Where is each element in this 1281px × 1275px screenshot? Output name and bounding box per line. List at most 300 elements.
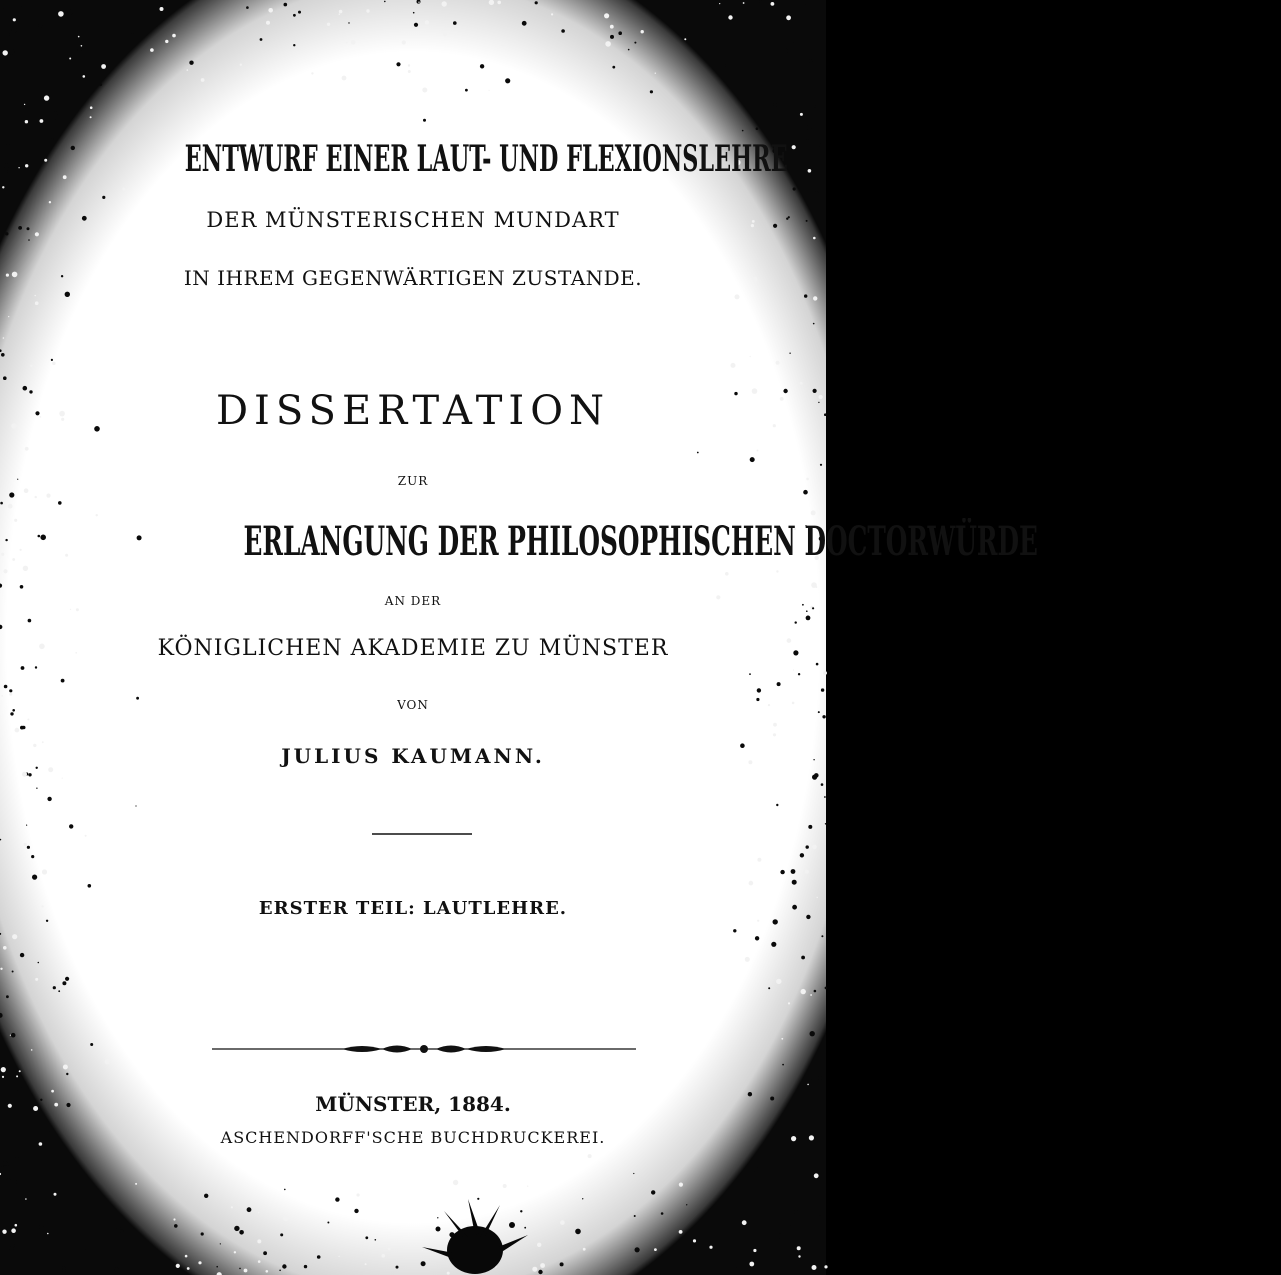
scan-speck bbox=[246, 6, 249, 9]
scan-speck bbox=[11, 27, 17, 33]
scan-speck bbox=[782, 1064, 784, 1066]
scan-speck bbox=[22, 772, 27, 777]
scan-speck bbox=[641, 30, 644, 33]
scan-speck bbox=[794, 1210, 798, 1214]
scan-speck bbox=[268, 8, 273, 13]
scan-speck bbox=[240, 63, 242, 65]
scan-speck bbox=[793, 40, 796, 43]
scan-speck bbox=[2, 186, 4, 188]
place-and-year: MÜNSTER, 1884. bbox=[315, 1092, 511, 1116]
scan-speck bbox=[806, 610, 808, 612]
scan-speck bbox=[17, 1087, 22, 1092]
scan-speck bbox=[0, 839, 1, 841]
scan-speck bbox=[66, 1073, 68, 1075]
scan-speck bbox=[201, 78, 205, 82]
scan-speck bbox=[114, 1267, 119, 1272]
scan-speck bbox=[821, 935, 823, 937]
scan-speck bbox=[790, 1242, 792, 1244]
scan-speck bbox=[815, 191, 819, 195]
scan-speck bbox=[1, 1232, 3, 1234]
scan-speck bbox=[583, 1248, 586, 1251]
scan-speck bbox=[823, 671, 827, 675]
scan-speck bbox=[0, 933, 1, 935]
scan-speck bbox=[9, 1246, 14, 1251]
scan-speck bbox=[346, 42, 348, 44]
scan-speck bbox=[317, 1255, 321, 1259]
scan-speck bbox=[605, 41, 611, 47]
scan-speck bbox=[247, 1207, 252, 1212]
scan-speck bbox=[792, 880, 797, 885]
scan-speck bbox=[135, 805, 136, 806]
scan-speck bbox=[5, 232, 8, 235]
scan-speck bbox=[782, 48, 788, 54]
scan-speck bbox=[46, 920, 48, 922]
scan-speck bbox=[723, 64, 726, 67]
scan-speck bbox=[776, 804, 778, 806]
scan-speck bbox=[815, 586, 817, 588]
scan-speck bbox=[16, 1075, 18, 1077]
scan-speck bbox=[239, 1268, 241, 1270]
scan-speck bbox=[327, 23, 330, 26]
scan-speck bbox=[354, 1209, 358, 1213]
scan-speck bbox=[465, 89, 468, 92]
scan-speck bbox=[338, 1256, 339, 1257]
scan-speck bbox=[776, 570, 778, 572]
scan-speck bbox=[78, 36, 80, 38]
scan-speck bbox=[25, 447, 29, 451]
scan-speck bbox=[284, 1189, 286, 1191]
scan-speck bbox=[821, 783, 824, 786]
scan-speck bbox=[408, 70, 411, 73]
scan-speck bbox=[28, 773, 31, 776]
scan-speck bbox=[65, 977, 69, 981]
scan-speck bbox=[11, 1033, 16, 1038]
scan-speck bbox=[612, 66, 615, 69]
scan-speck bbox=[46, 494, 50, 498]
scan-speck bbox=[96, 514, 98, 516]
scan-speck bbox=[811, 510, 816, 515]
scan-speck bbox=[85, 1249, 88, 1252]
subtitle-line-2: IN IHREM GEGENWÄRTIGEN ZUSTANDE. bbox=[183, 266, 643, 290]
subtitle-line-1: DER MÜNSTERISCHEN MUNDART bbox=[206, 208, 620, 232]
scan-speck bbox=[413, 12, 415, 14]
scan-speck bbox=[537, 1243, 541, 1247]
scan-speck bbox=[298, 11, 301, 14]
scan-speck bbox=[781, 1038, 783, 1040]
scan-speck bbox=[633, 1173, 634, 1174]
scan-speck bbox=[0, 1013, 3, 1018]
scan-speck bbox=[728, 15, 732, 19]
scan-speck bbox=[825, 823, 827, 825]
scan-speck bbox=[1, 1067, 6, 1072]
scan-speck bbox=[3, 946, 7, 950]
scan-speck bbox=[0, 349, 2, 352]
scan-speck bbox=[44, 95, 49, 100]
scan-speck bbox=[809, 59, 813, 63]
scan-speck bbox=[282, 1264, 286, 1268]
scan-speck bbox=[755, 936, 759, 940]
scan-speck bbox=[735, 294, 740, 299]
scan-speck bbox=[24, 843, 27, 846]
scan-speck bbox=[9, 49, 15, 55]
scan-speck bbox=[284, 3, 288, 7]
scan-speck bbox=[10, 1035, 11, 1036]
scan-speck bbox=[234, 1226, 239, 1231]
scan-speck bbox=[679, 1230, 683, 1234]
scan-speck bbox=[693, 1239, 696, 1242]
scan-speck bbox=[51, 359, 53, 361]
scan-speck bbox=[258, 1260, 261, 1263]
scan-speck bbox=[561, 29, 565, 33]
scan-speck bbox=[814, 990, 817, 993]
scan-speck bbox=[776, 361, 780, 365]
scan-speck bbox=[789, 353, 790, 354]
scan-speck bbox=[618, 31, 622, 35]
scan-speck bbox=[63, 1065, 68, 1070]
scan-speck bbox=[418, 2, 419, 3]
scan-speck bbox=[655, 73, 656, 74]
scan-speck bbox=[56, 22, 57, 23]
scan-speck bbox=[257, 1239, 261, 1243]
scan-speck bbox=[47, 797, 51, 801]
scan-speck bbox=[62, 778, 63, 779]
scan-speck bbox=[23, 566, 28, 571]
scan-speck bbox=[58, 11, 64, 17]
scan-speck bbox=[654, 1248, 657, 1251]
scan-speck bbox=[260, 38, 263, 41]
scan-speck bbox=[480, 64, 484, 68]
scan-speck bbox=[453, 1180, 458, 1185]
scan-speck bbox=[797, 1246, 801, 1250]
scan-speck bbox=[351, 40, 356, 45]
scan-speck bbox=[810, 1031, 815, 1036]
scan-speck bbox=[503, 1184, 507, 1188]
scan-speck bbox=[773, 919, 778, 924]
scan-speck bbox=[172, 34, 176, 38]
scan-speck bbox=[42, 869, 47, 874]
short-divider bbox=[372, 832, 472, 836]
scan-speck bbox=[402, 40, 406, 44]
scan-speck bbox=[1, 695, 3, 697]
scan-speck bbox=[812, 1265, 817, 1270]
scan-speck bbox=[687, 33, 689, 35]
scan-speck bbox=[535, 1, 538, 4]
scan-speck bbox=[63, 1267, 66, 1270]
scan-speck bbox=[762, 1170, 765, 1173]
scan-speck bbox=[53, 986, 56, 989]
scan-speck bbox=[21, 5, 23, 7]
scan-speck bbox=[810, 994, 812, 996]
scan-speck bbox=[187, 69, 189, 71]
scan-speck bbox=[54, 111, 58, 115]
scan-speck bbox=[357, 1193, 360, 1196]
scan-speck bbox=[21, 666, 25, 670]
scan-speck bbox=[30, 365, 32, 367]
scan-speck bbox=[0, 502, 3, 505]
scan-speck bbox=[9, 689, 12, 692]
scan-speck bbox=[20, 585, 24, 589]
scan-speck bbox=[780, 870, 784, 874]
scan-speck bbox=[505, 78, 510, 83]
scan-speck bbox=[20, 953, 24, 957]
scan-speck bbox=[753, 1249, 756, 1252]
scan-speck bbox=[24, 104, 25, 105]
scan-speck bbox=[293, 14, 296, 17]
scan-speck bbox=[83, 75, 86, 78]
zur-text: ZUR bbox=[397, 474, 429, 488]
scan-speck bbox=[773, 103, 777, 107]
scan-speck bbox=[102, 196, 105, 199]
scan-speck bbox=[61, 679, 65, 683]
scan-speck bbox=[814, 1173, 819, 1178]
scan-speck bbox=[70, 1269, 72, 1271]
scan-speck bbox=[3, 7, 5, 9]
scan-speck bbox=[743, 2, 745, 4]
scan-speck bbox=[263, 1251, 267, 1255]
scan-speck bbox=[198, 1261, 201, 1264]
scan-speck bbox=[304, 1265, 307, 1268]
printer-name: ASCHENDORFF'SCHE BUCHDRUCKEREI. bbox=[220, 1128, 606, 1147]
scan-speck bbox=[453, 21, 457, 25]
scan-speck bbox=[778, 1233, 783, 1238]
scan-speck bbox=[6, 995, 9, 998]
scan-speck bbox=[588, 1154, 592, 1158]
scan-speck bbox=[12, 934, 17, 939]
scan-speck bbox=[35, 232, 39, 236]
scan-speck bbox=[798, 1255, 800, 1257]
scan-speck bbox=[807, 1084, 809, 1086]
scan-speck bbox=[757, 688, 761, 692]
scan-speck bbox=[793, 669, 794, 670]
scan-speck bbox=[266, 1270, 269, 1273]
scan-speck bbox=[366, 9, 369, 12]
scan-speck bbox=[756, 127, 759, 130]
scan-speck bbox=[604, 13, 609, 18]
scan-speck bbox=[62, 1264, 65, 1267]
scan-speck bbox=[725, 572, 729, 576]
scan-speck bbox=[731, 363, 736, 368]
scan-speck bbox=[36, 788, 37, 789]
scan-speck bbox=[0, 1173, 1, 1175]
scan-speck bbox=[6, 1163, 9, 1166]
scan-speck bbox=[27, 846, 30, 849]
scan-speck bbox=[2, 1076, 4, 1078]
scan-speck bbox=[0, 968, 2, 970]
scan-speck bbox=[423, 119, 426, 122]
scan-speck bbox=[3, 569, 7, 573]
scan-speck bbox=[610, 35, 614, 39]
scan-speck bbox=[771, 942, 776, 947]
scan-speck bbox=[538, 1270, 542, 1274]
scan-speck bbox=[15, 728, 20, 733]
scan-speck bbox=[396, 1266, 399, 1269]
scan-speck bbox=[532, 1267, 537, 1272]
scan-speck bbox=[67, 9, 72, 14]
scan-speck bbox=[824, 1265, 827, 1268]
scan-speck bbox=[754, 1167, 759, 1172]
scan-speck bbox=[49, 201, 51, 203]
scan-speck bbox=[575, 1229, 581, 1235]
scan-speck bbox=[795, 621, 797, 623]
scan-speck bbox=[546, 1212, 548, 1214]
scan-speck bbox=[709, 1246, 712, 1249]
scan-speck bbox=[90, 1043, 93, 1046]
scan-speck bbox=[88, 54, 91, 57]
scan-speck bbox=[560, 1220, 565, 1225]
scan-speck bbox=[745, 957, 750, 962]
scan-speck bbox=[733, 929, 736, 932]
scan-speck bbox=[4, 685, 8, 689]
scan-speck bbox=[822, 715, 825, 718]
scan-speck bbox=[425, 20, 429, 24]
scan-speck bbox=[757, 858, 761, 862]
scan-speck bbox=[806, 845, 809, 848]
scan-speck bbox=[820, 464, 822, 466]
scan-speck bbox=[58, 501, 62, 505]
scan-speck bbox=[788, 1002, 790, 1004]
scan-speck bbox=[790, 1225, 792, 1227]
scan-speck bbox=[808, 825, 812, 829]
scan-speck bbox=[791, 869, 796, 874]
scan-speck bbox=[40, 119, 44, 123]
scan-speck bbox=[76, 608, 79, 611]
scan-speck bbox=[807, 125, 812, 130]
scan-speck bbox=[742, 1220, 747, 1225]
scan-speck bbox=[38, 962, 40, 964]
scan-speck bbox=[800, 853, 804, 857]
scan-speck bbox=[10, 712, 13, 715]
scan-speck bbox=[81, 45, 83, 47]
scan-speck bbox=[365, 1263, 367, 1265]
scan-speck bbox=[382, 1254, 386, 1258]
scan-speck bbox=[777, 682, 781, 686]
ink-blot bbox=[420, 1195, 530, 1275]
scan-speck bbox=[54, 1193, 57, 1196]
scan-speck bbox=[757, 920, 759, 922]
part-title: ERSTER TEIL: LAUTLEHRE. bbox=[258, 898, 568, 919]
scan-speck bbox=[70, 609, 71, 610]
scan-speck bbox=[11, 1228, 16, 1233]
scan-speck bbox=[174, 1224, 178, 1228]
scan-speck bbox=[809, 1076, 813, 1080]
scan-speck bbox=[258, 1212, 259, 1213]
scan-speck bbox=[749, 881, 754, 886]
dissertation-heading: DISSERTATION bbox=[215, 388, 611, 434]
scan-speck bbox=[28, 239, 30, 241]
scan-speck bbox=[69, 58, 71, 60]
scan-speck bbox=[749, 1262, 754, 1267]
scan-speck bbox=[661, 1212, 664, 1215]
scan-speck bbox=[311, 72, 313, 74]
scan-speck bbox=[279, 1270, 281, 1272]
scan-speck bbox=[819, 1215, 822, 1218]
scan-speck bbox=[384, 1, 386, 3]
scan-speck bbox=[2, 1230, 6, 1234]
scan-speck bbox=[443, 33, 447, 37]
scan-speck bbox=[759, 0, 762, 3]
scan-speck bbox=[798, 673, 800, 675]
scan-speck bbox=[750, 457, 755, 462]
scan-speck bbox=[560, 1262, 564, 1266]
scan-speck bbox=[812, 775, 817, 780]
scan-speck bbox=[239, 1230, 244, 1235]
scan-speck bbox=[522, 21, 527, 26]
scan-speck bbox=[69, 824, 73, 828]
scan-speck bbox=[28, 619, 32, 623]
scan-speck bbox=[131, 33, 133, 35]
scan-speck bbox=[816, 663, 819, 666]
scan-speck bbox=[709, 1209, 712, 1212]
scan-speck bbox=[280, 1233, 283, 1236]
scan-speck bbox=[32, 875, 37, 880]
institution-name: KÖNIGLICHEN AKADEMIE ZU MÜNSTER bbox=[157, 636, 669, 661]
scan-speck bbox=[610, 25, 614, 29]
scan-speck bbox=[773, 733, 776, 736]
scan-speck bbox=[9, 33, 12, 36]
scan-speck bbox=[0, 625, 2, 629]
scan-speck bbox=[822, 466, 824, 468]
scan-speck bbox=[768, 987, 770, 989]
scan-speck bbox=[204, 1194, 208, 1198]
scan-speck bbox=[736, 1267, 738, 1269]
scan-speck bbox=[231, 1206, 233, 1208]
scan-speck bbox=[814, 105, 817, 108]
scan-speck bbox=[719, 3, 720, 4]
scan-speck bbox=[803, 1238, 806, 1241]
scan-speck bbox=[651, 1190, 655, 1194]
scan-speck bbox=[686, 1204, 687, 1205]
scan-speck bbox=[62, 981, 66, 985]
scan-speck bbox=[266, 21, 270, 25]
scan-speck bbox=[742, 130, 744, 132]
scan-speck bbox=[58, 990, 60, 992]
scan-speck bbox=[801, 956, 805, 960]
scan-speck bbox=[90, 116, 92, 118]
scan-speck bbox=[15, 1157, 19, 1161]
scan-speck bbox=[327, 1222, 329, 1224]
scan-speck bbox=[120, 1229, 124, 1233]
scan-speck bbox=[502, 44, 505, 47]
scan-speck bbox=[90, 106, 93, 109]
scan-speck bbox=[551, 13, 553, 15]
scan-speck bbox=[757, 450, 759, 452]
scan-speck bbox=[16, 1180, 21, 1185]
ornamental-rule bbox=[212, 1040, 636, 1058]
scan-speck bbox=[786, 15, 791, 20]
scan-speck bbox=[489, 90, 490, 91]
scan-speck bbox=[800, 113, 803, 116]
scan-speck bbox=[766, 1270, 770, 1274]
scan-speck bbox=[135, 1183, 137, 1185]
scan-speck bbox=[803, 490, 808, 495]
scan-speck bbox=[8, 504, 13, 509]
scan-speck bbox=[813, 323, 815, 325]
scan-speck bbox=[220, 1243, 221, 1244]
scan-speck bbox=[99, 83, 102, 86]
scan-speck bbox=[793, 187, 796, 190]
scan-speck bbox=[77, 48, 81, 52]
scan-speck bbox=[31, 1049, 33, 1051]
von-text: VON bbox=[397, 698, 429, 712]
author-name: JULIUS KAUMANN. bbox=[281, 744, 545, 768]
scan-speck bbox=[684, 38, 686, 40]
scan-speck bbox=[31, 855, 34, 858]
scan-speck bbox=[216, 1266, 218, 1268]
scan-speck bbox=[52, 362, 55, 365]
scan-speck bbox=[150, 48, 154, 52]
scan-speck bbox=[339, 10, 343, 14]
scan-speck bbox=[35, 496, 37, 498]
